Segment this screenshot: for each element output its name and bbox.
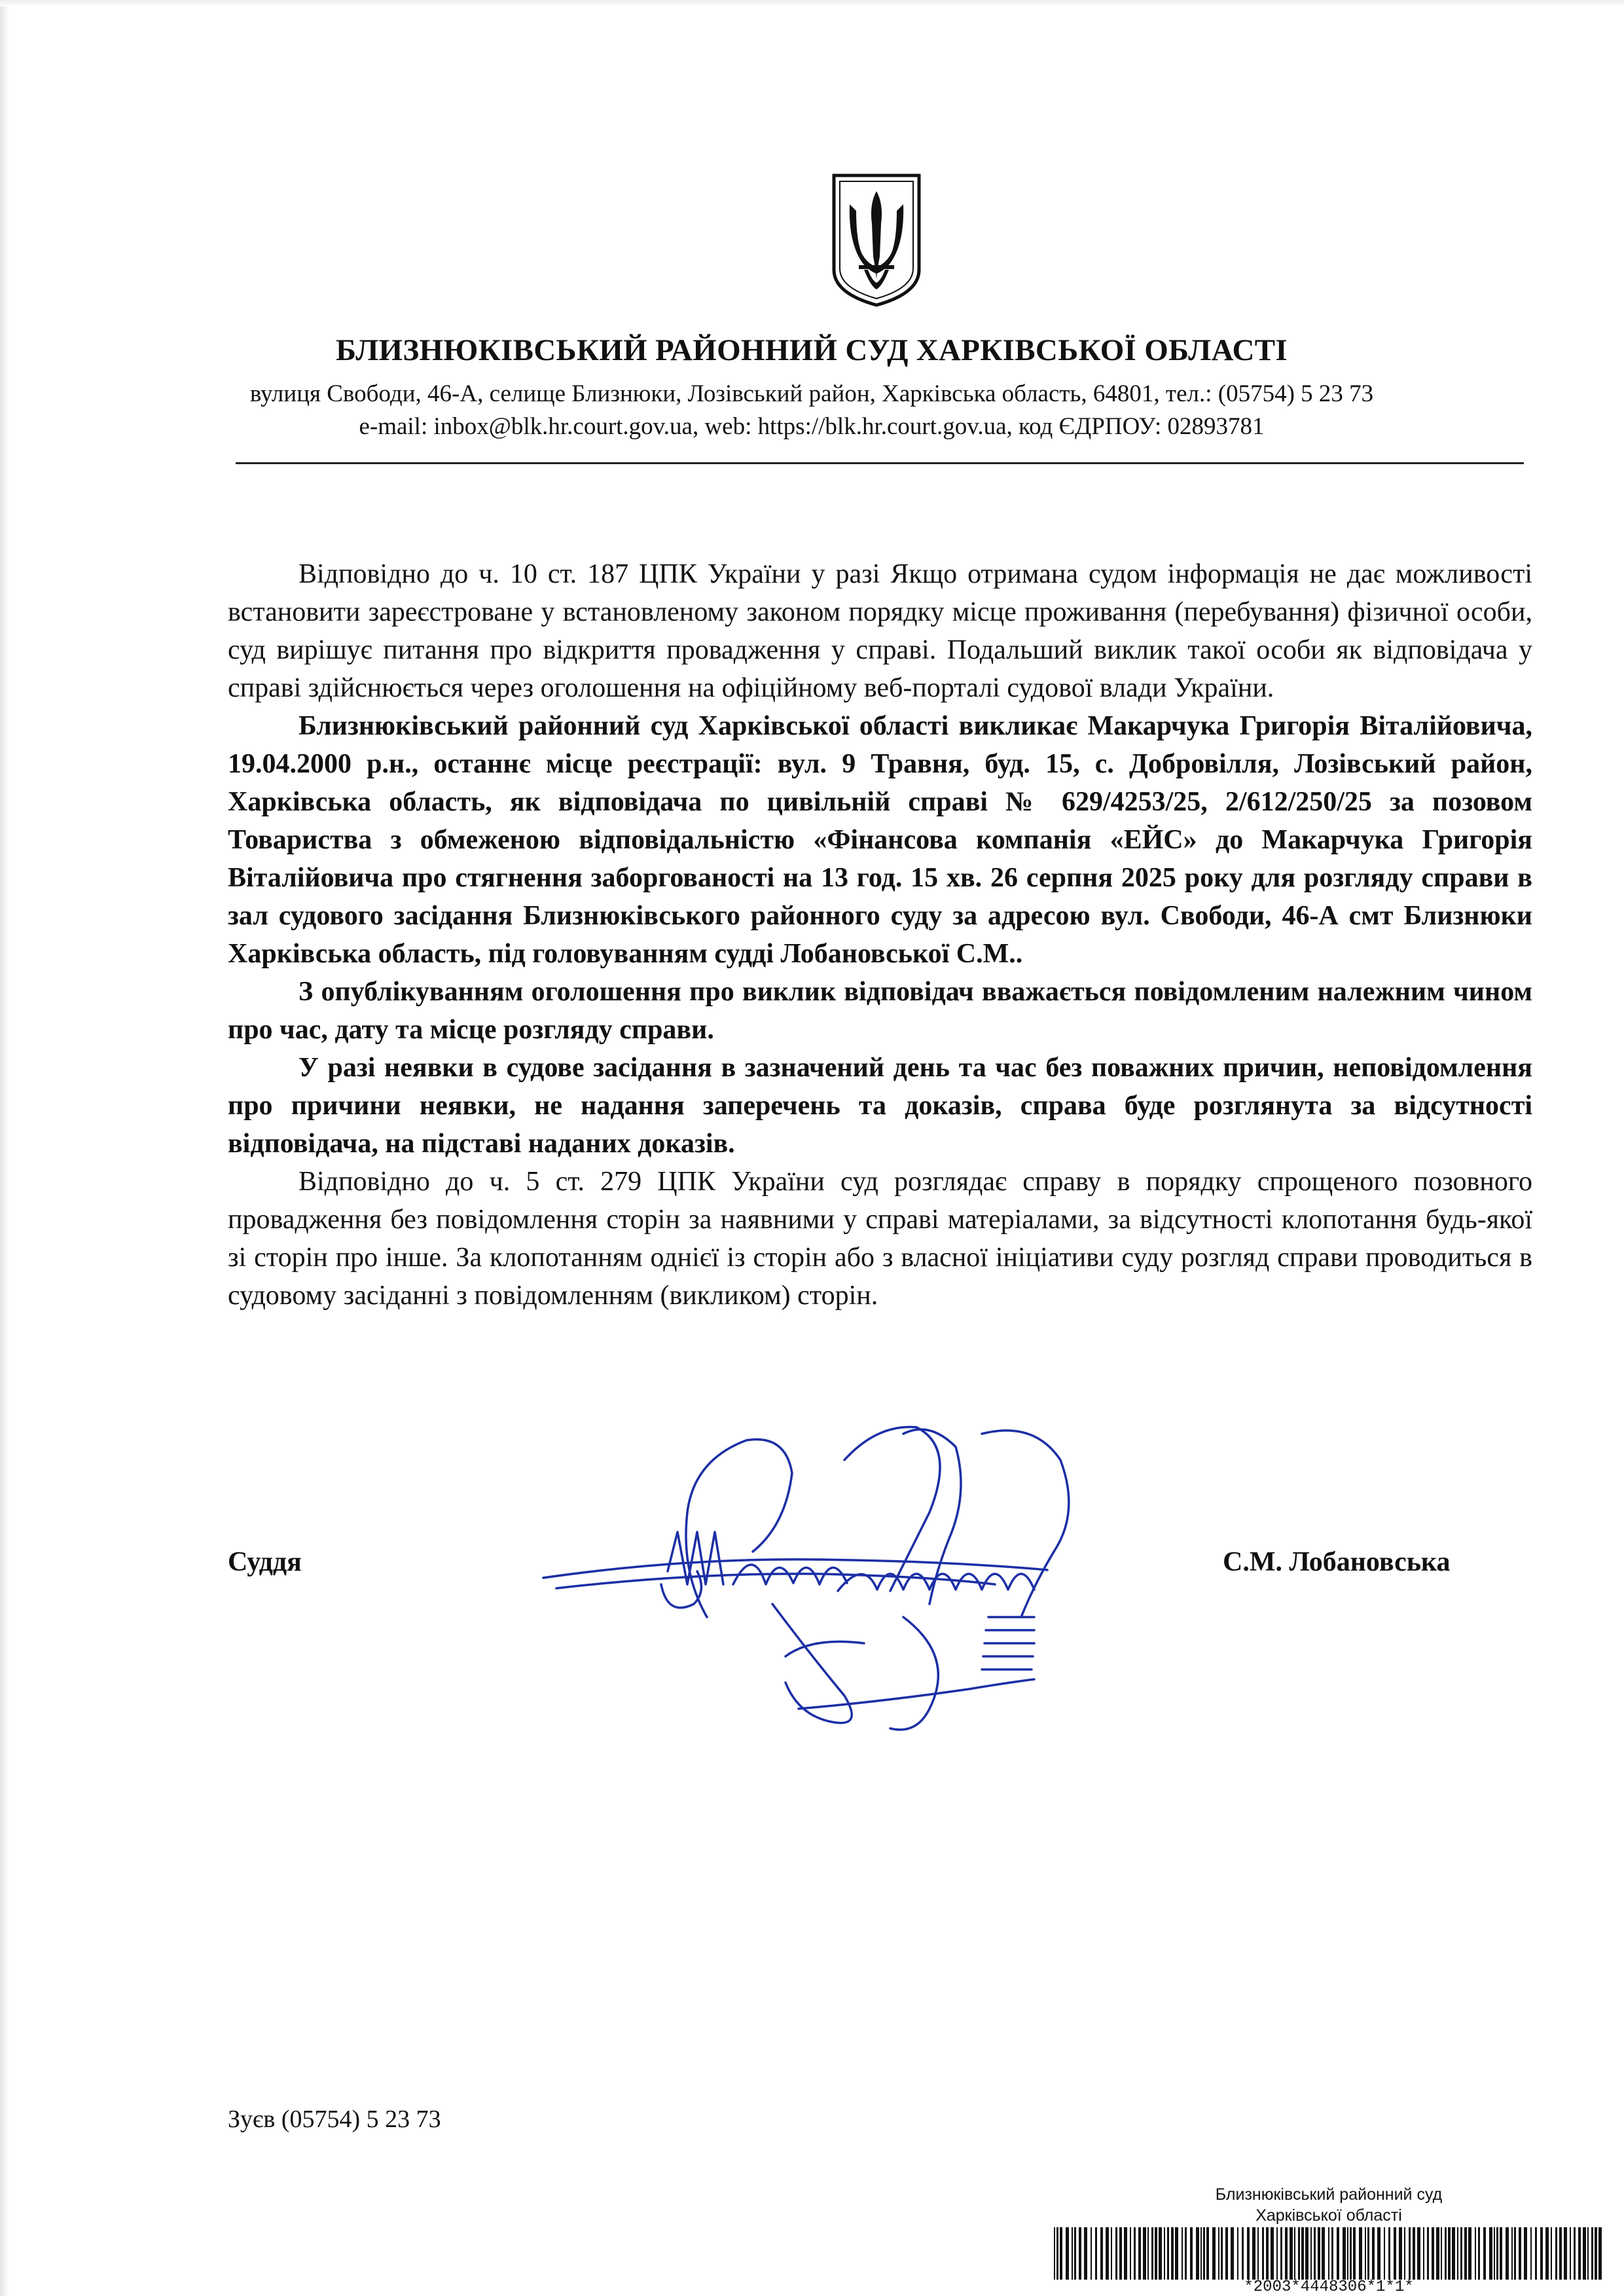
signatory-title: Суддя: [228, 1547, 302, 1577]
paragraph-legal-basis: Відповідно до ч. 10 ст. 187 ЦПК України у разі Якщо отримана судом інформація не дає можливості встановити зареєстроване у встановленому законом порядку місце проживання (перебування) фізичної особи, суд вирішує питання про відкриття провадження у справі. Подальший виклик такої особи як відповідача у справі здійснюється через оголошення на офіційному веб-порталі судової влади України.: [228, 559, 1532, 703]
scan-edge-top: [0, 0, 1624, 7]
document-body: [228, 555, 1532, 1315]
stamp-region: Харківської області: [1255, 2206, 1402, 2225]
court-address: вулиця Свободи, 46-А, селище Близнюки, Лозівський район, Харківська область, 64801, тел.: (05754) 5 23 73: [249, 380, 1374, 407]
registration-stamp: [1047, 2180, 1610, 2296]
paragraph-simplified-procedure: Відповідно до ч. 5 ст. 279 ЦПК України суд розглядає справу в порядку спрощеного позовного провадження без повідомлення сторін за наявними у справі матеріалами, за відсутності клопотання будь-якої зі сторін про інше. За клопотанням однієї із сторін або з власної ініціативи суду розгляд справи проводиться в судовому засіданні з повідомленням (викликом) сторін.: [228, 1167, 1532, 1311]
paragraph-non-appearance: У разі неявки в судове засідання в зазначений день та час без поважних причин, неповідомлення про причини неявки, не надання заперечень та доказів, справа буде розглянута за відсутності відповідача, на підставі наданих доказів.: [228, 1053, 1532, 1159]
court-name-heading: БЛИЗНЮКІВСЬКИЙ РАЙОННИЙ СУД ХАРКІВСЬКОЇ ОБЛАСТІ: [336, 333, 1288, 367]
header-divider: [236, 462, 1524, 464]
scan-edge-left: [0, 0, 9, 2296]
barcode-number: *2003*4448306*1*1*: [1244, 2278, 1414, 2296]
barcode: [1054, 2227, 1604, 2280]
stamp-court-name: Близнюківський районний суд: [1215, 2185, 1443, 2204]
court-contacts: e-mail: inbox@blk.hr.court.gov.ua, web: https://blk.hr.court.gov.ua, код ЄДРПОУ: 02893781: [359, 413, 1265, 440]
signatory-name: С.М. Лобановська: [1223, 1547, 1451, 1577]
handwritten-signature: [537, 1421, 1204, 1774]
paragraph-notice-publication: З опублікуванням оголошення про виклик відповідач вважається повідомленим належним чином про час, дату та місце розгляду справи.: [228, 977, 1532, 1045]
trident-coat-of-arms-icon: [830, 172, 923, 309]
executor-contact: Зуєв (05754) 5 23 73: [228, 2105, 441, 2133]
paragraph-summons: Близнюківський районний суд Харківської області викликає Макарчука Григорія Віталійовича, 19.04.2000 р.н., останнє місце реєстрації: вул. 9 Травня, буд. 15, с. Добровілля, Лозівський район, Харківська область, як відповідача по цивільній справі № 629/4253/25, 2/612/250/25 за позовом Товариства з обмеженою відповідальністю «Фінансова компанія «ЕЙС» до Макарчука Григорія Віталійовича про стягнення заборгованості на 13 год. 15 хв. 26 серпня 2025 року для розгляду справи в зал судового засідання Близнюківського районного суду за адресою вул. Свободи, 46-А смт Близнюки Харківська область, під головуванням судді Лобановської С.М..: [228, 711, 1532, 969]
